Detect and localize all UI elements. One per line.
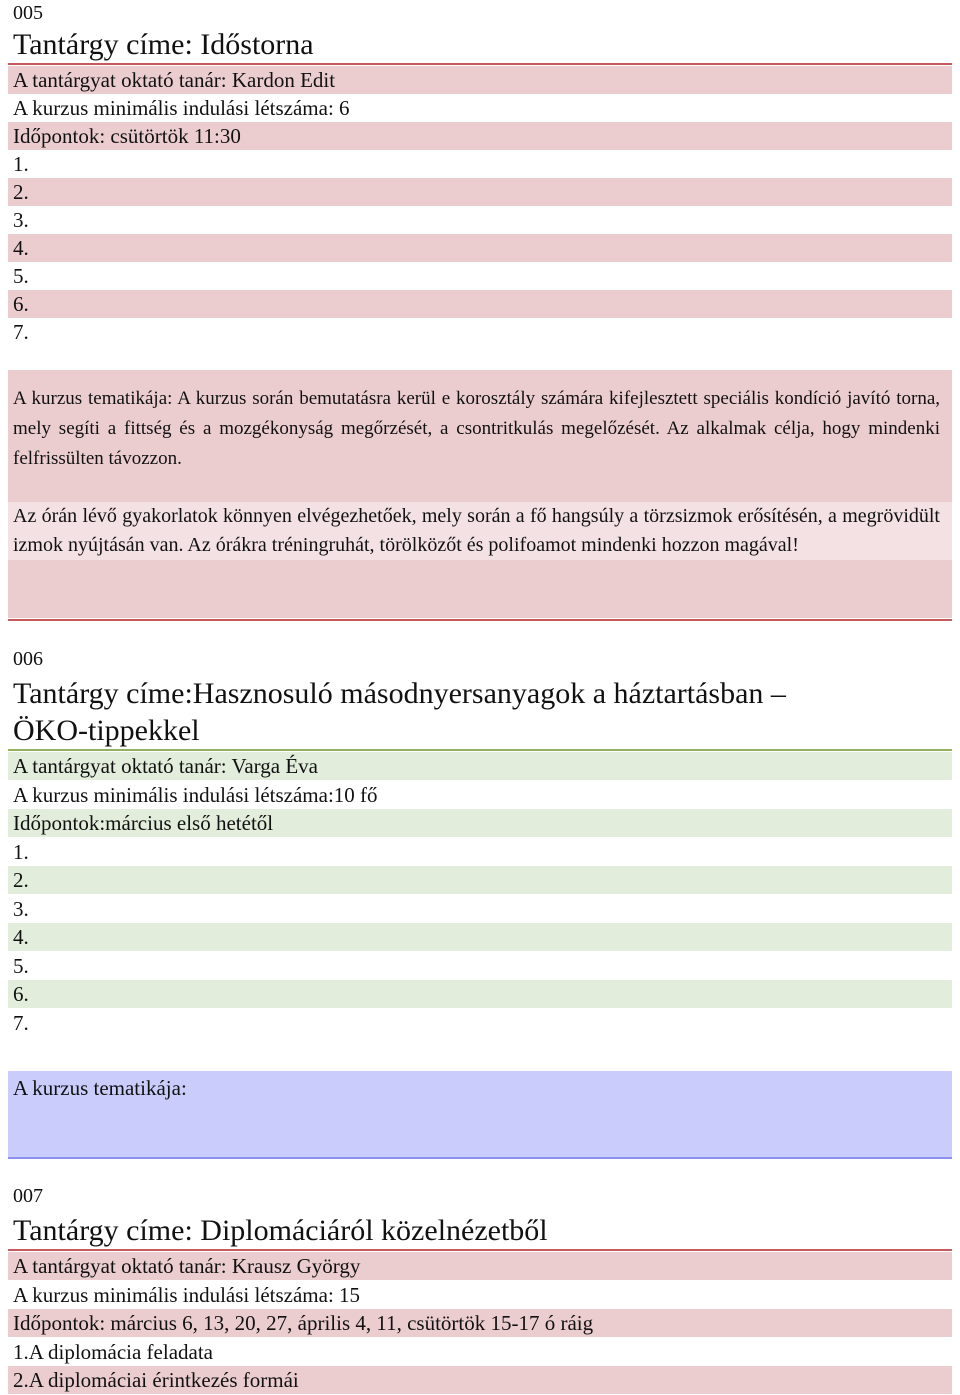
- theme-text-2: Az órán lévő gyakorlatok könnyen elvégezhetőek, mely során a fő hangsúly a törzsizmok erősítésén, a megrövidült izmok nyújtásán van. Az órákra tréningruhát, törölközőt és polifoamot mindenki hozzon magával!: [8, 502, 952, 560]
- course-title-continued: ÖKO-tippekkel: [13, 714, 200, 747]
- list-item: 5.: [13, 954, 29, 978]
- course-code: 005: [13, 2, 43, 24]
- title-underline: [8, 749, 952, 751]
- teacher-row: A tantárgyat oktató tanár: Krausz György: [8, 1252, 952, 1280]
- times-row: Időpontok: március 6, 13, 20, 27, április 4, 11, csütörtök 15-17 ó ráig: [8, 1309, 952, 1337]
- list-item: 1.: [13, 152, 29, 176]
- theme-text: A kurzus tematikája:: [13, 1076, 187, 1100]
- list-item: 2.: [8, 178, 952, 206]
- min-size-row: A kurzus minimális indulási létszáma: 6: [13, 96, 350, 120]
- course-title: Tantárgy címe: Időstorna: [13, 28, 314, 61]
- section-divider: [8, 619, 952, 621]
- list-item: 7.: [13, 1011, 29, 1035]
- times-row: Időpontok:március első hetétől: [8, 809, 952, 837]
- min-size-row: A kurzus minimális indulási létszáma: 15: [13, 1283, 361, 1307]
- course-code: 006: [13, 648, 43, 670]
- section-divider: [8, 1157, 952, 1159]
- course-code: 007: [13, 1185, 43, 1207]
- teacher-row: A tantárgyat oktató tanár: Varga Éva: [8, 752, 952, 780]
- list-item: 1.A diplomácia feladata: [13, 1340, 214, 1364]
- list-item: 6.: [8, 980, 952, 1008]
- title-underline: [8, 63, 952, 65]
- times-row: Időpontok: csütörtök 11:30: [8, 122, 952, 150]
- list-item: 3.: [13, 208, 29, 232]
- list-item: 5.: [13, 264, 29, 288]
- list-item: 4.: [8, 234, 952, 262]
- list-item: 3.: [13, 897, 29, 921]
- list-item: 2.: [8, 866, 952, 894]
- course-title: Tantárgy címe: Diplomáciáról közelnézetből: [13, 1214, 548, 1247]
- min-size-row: A kurzus minimális indulási létszáma:10 fő: [13, 783, 378, 807]
- course-title: Tantárgy címe:Hasznosuló másodnyersanyagok a háztartásban –: [13, 677, 786, 710]
- theme-text: A kurzus tematikája: A kurzus során bemutatásra kerül e korosztály számára kifejlesztett speciális kondíció javító torna, mely segíti a fittség és a mozgékonyság megőrzését, a csontritkulás megelőzését. Az alkalmak célja, hogy mindenki felfrissülten távozzon.: [13, 388, 940, 469]
- teacher-row: A tantárgyat oktató tanár: Kardon Edit: [8, 66, 952, 94]
- theme-block: [8, 370, 952, 618]
- list-item: 1.: [13, 840, 29, 864]
- list-item: 2.A diplomáciai érintkezés formái: [8, 1366, 952, 1394]
- list-item: 4.: [8, 923, 952, 951]
- title-underline: [8, 1249, 952, 1251]
- theme-block: [8, 1071, 952, 1157]
- list-item: 7.: [13, 320, 29, 344]
- list-item: 6.: [8, 290, 952, 318]
